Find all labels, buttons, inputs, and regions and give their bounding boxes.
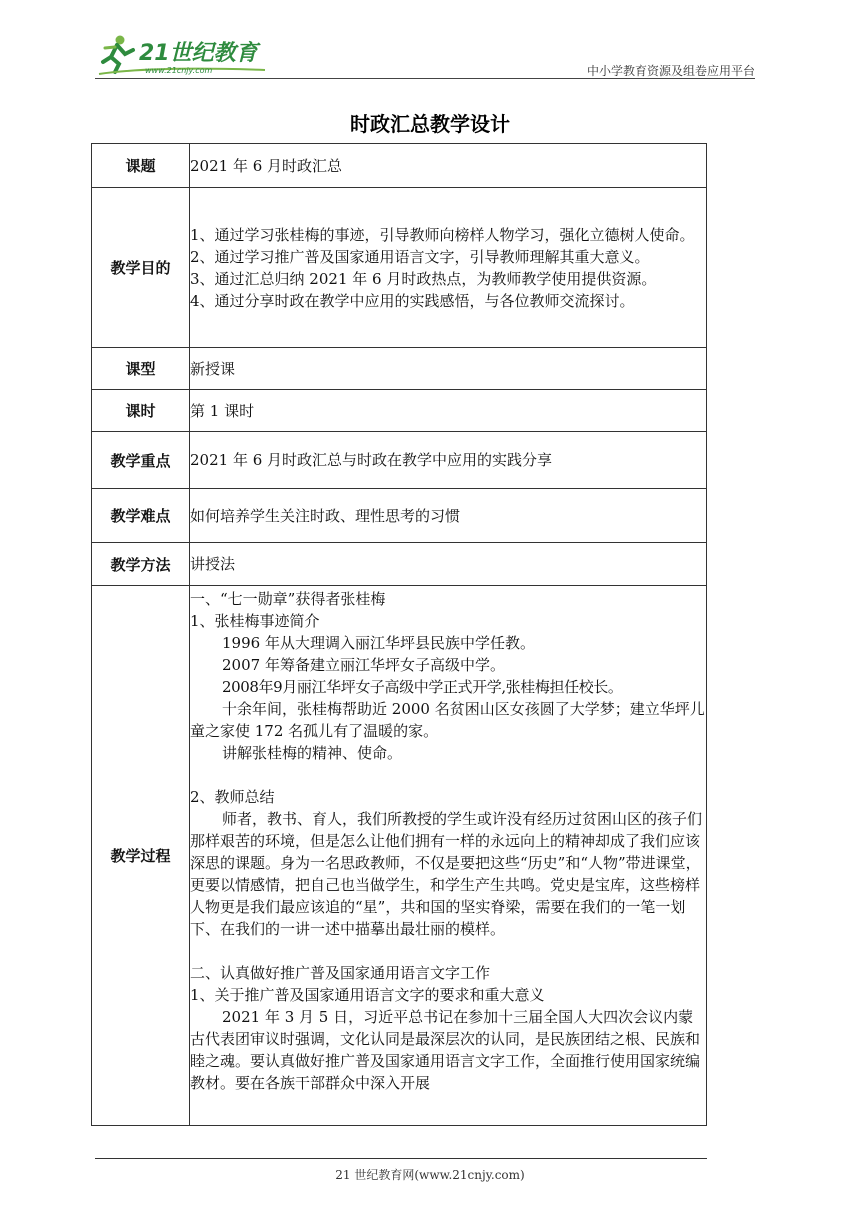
paragraph: 2008年9月丽江华坪女子高级中学正式开学,张桂梅担任校长。 (222, 678, 623, 696)
paragraph: 2021 年 3 月 5 日，习近平总书记在参加十三届全国人大四次会议内蒙古代表团审议时强调，文化认同是最深层次的认同，是民族团结之根、民族和睦之魂。要认真做好推广普及国家通用语言文字工作，全面推行使用国家统编教材。要在各族干部群众中深入开展 (190, 1008, 701, 1092)
spacer (190, 764, 706, 786)
goal-item: 3、通过汇总归纳 2021 年 6 月时政热点，为教师教学使用提供资源。 (190, 269, 657, 288)
paragraph: 师者，教书、育人，我们所教授的学生或许没有经历过贫困山区的孩子们那样艰苦的环境，但是怎么让他们拥有一样的永远向上的精神却成了我们应该深思的课题。身为一名思政教师，不仅是要把这些“历史”和“人物”带进课堂，更要以情感情，把自己也当做学生，和学生产生共鸣。党史是宝库，这些榜样人物更是我们最应该追的“星”，共和国的坚实脊梁，需要在我们的一笔一划下、在我们的一讲一述中描摹出最壮丽的模样。 (190, 810, 703, 938)
paragraph: 讲解张桂梅的精神、使命。 (222, 744, 403, 762)
section-heading: 一、“七一勋章”获得者张桂梅 (190, 590, 386, 608)
sub-heading: 2、教师总结 (190, 788, 275, 806)
goal-item: 2、通过学习推广普及国家通用语言文字，引导教师理解其重大意义。 (190, 247, 650, 266)
value-hours: 第 1 课时 (190, 390, 707, 432)
label-type: 课型 (92, 348, 190, 390)
brand-logo (95, 30, 275, 78)
paragraph: 2007 年筹备建立丽江华坪女子高级中学。 (222, 656, 505, 674)
row-goals (92, 188, 707, 348)
footer-divider (95, 1158, 707, 1159)
goal-item: 1、通过学习张桂梅的事迹，引导教师向榜样人物学习，强化立德树人使命。 (190, 225, 695, 244)
platform-name: 中小学教育资源及组卷应用平台 (586, 64, 755, 78)
value-topic: 2021 年 6 月时政汇总 (190, 144, 707, 188)
value-key: 2021 年 6 月时政汇总与时政在教学中应用的实践分享 (190, 432, 707, 489)
label-topic: 课题 (92, 144, 190, 188)
section-heading: 二、认真做好推广普及国家通用语言文字工作 (190, 964, 491, 982)
page-header (95, 30, 755, 80)
label-goals: 教学目的 (92, 188, 190, 348)
sub-heading: 1、张桂梅事迹简介 (190, 612, 320, 630)
page-footer: 21 世纪教育网(www.21cnjy.com) (335, 1168, 525, 1182)
lesson-plan-table (91, 143, 707, 1126)
sub-heading: 1、关于推广普及国家通用语言文字的要求和重大意义 (190, 986, 545, 1004)
row-difficulty (92, 489, 707, 543)
value-process (190, 586, 707, 1126)
document-title: 时政汇总教学设计 (350, 112, 510, 136)
header-divider (95, 78, 755, 79)
value-type: 新授课 (190, 348, 707, 390)
value-goals (190, 188, 707, 348)
logo-text: 21世纪教育 (139, 41, 258, 66)
row-topic (92, 144, 707, 188)
paragraph: 1996 年从大理调入丽江华坪县民族中学任教。 (222, 634, 535, 652)
value-difficulty: 如何培养学生关注时政、理性思考的习惯 (190, 489, 707, 543)
label-difficulty: 教学难点 (92, 489, 190, 543)
row-method (92, 543, 707, 586)
spacer (190, 940, 706, 962)
label-process: 教学过程 (92, 586, 190, 1126)
row-key (92, 432, 707, 489)
label-hours: 课时 (92, 390, 190, 432)
paragraph: 十余年间，张桂梅帮助近 2000 名贫困山区女孩圆了大学梦；建立华坪儿童之家使 172 名孤儿有了温暖的家。 (190, 700, 705, 740)
row-process (92, 586, 707, 1126)
label-key: 教学重点 (92, 432, 190, 489)
row-hours (92, 390, 707, 432)
logo-url: www.21cnjy.com (145, 66, 213, 75)
row-type (92, 348, 707, 390)
value-method: 讲授法 (190, 543, 707, 586)
process-body (190, 588, 706, 1124)
goal-item: 4、通过分享时政在教学中应用的实践感悟，与各位教师交流探讨。 (190, 291, 635, 310)
label-method: 教学方法 (92, 543, 190, 586)
